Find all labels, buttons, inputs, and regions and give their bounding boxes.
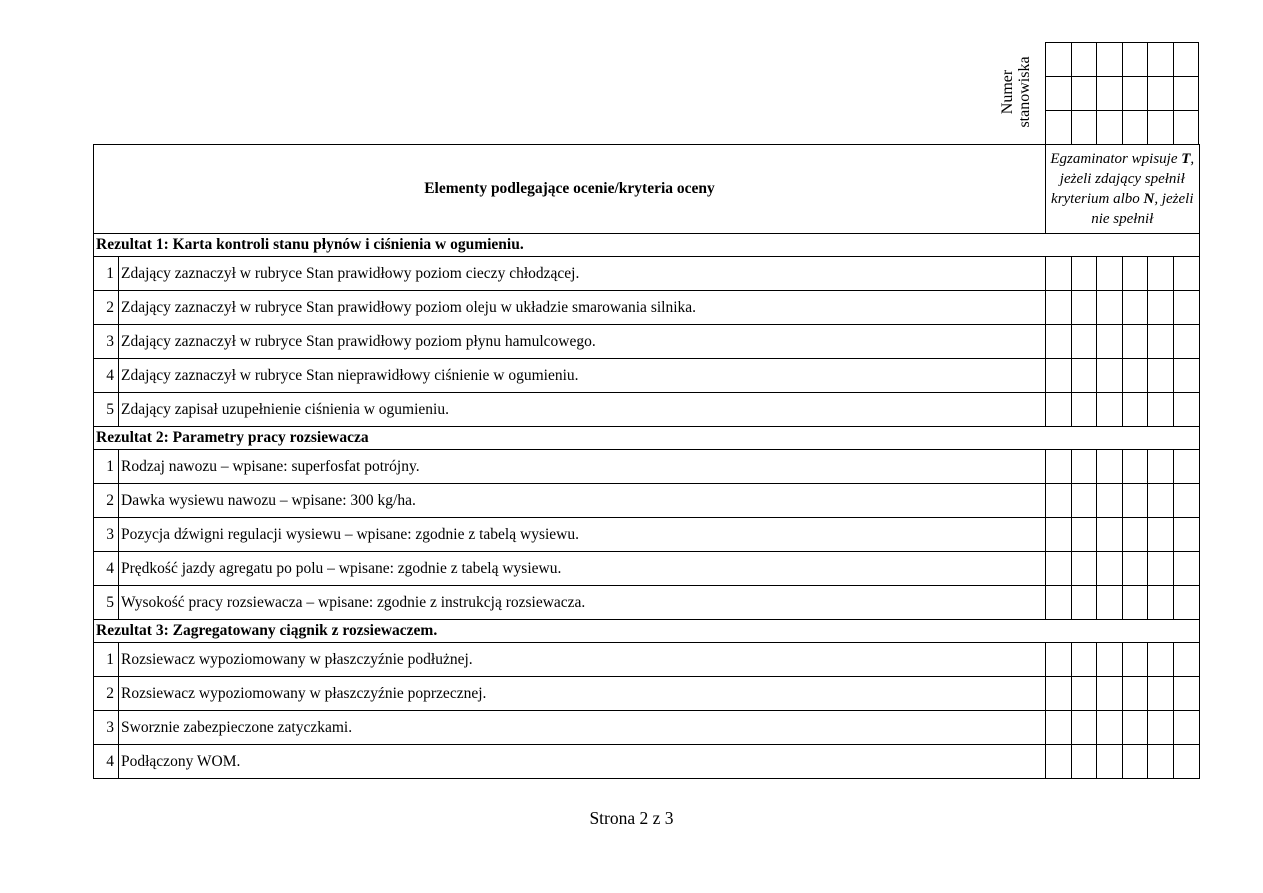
mark-box[interactable] (1122, 711, 1148, 745)
mark-box[interactable] (1097, 450, 1123, 484)
criterion-text: Dawka wysiewu nawozu – wpisane: 300 kg/ha. (119, 484, 1046, 518)
station-digit-box[interactable] (1046, 77, 1072, 111)
station-number-grid (1045, 42, 1199, 145)
mark-box[interactable] (1046, 450, 1072, 484)
mark-box[interactable] (1173, 677, 1199, 711)
criterion-number: 1 (94, 643, 119, 677)
criterion-number: 1 (94, 257, 119, 291)
mark-box[interactable] (1046, 325, 1072, 359)
mark-box[interactable] (1097, 393, 1123, 427)
station-digit-box[interactable] (1122, 43, 1148, 77)
criterion-number: 2 (94, 484, 119, 518)
criterion-text: Wysokość pracy rozsiewacza – wpisane: zgodnie z instrukcją rozsiewacza. (119, 586, 1046, 620)
mark-box[interactable] (1071, 677, 1097, 711)
criterion-row (94, 552, 1200, 586)
mark-box[interactable] (1173, 711, 1199, 745)
criterion-number: 3 (94, 711, 119, 745)
mark-box[interactable] (1173, 586, 1199, 620)
mark-box[interactable] (1122, 677, 1148, 711)
criterion-text: Zdający zaznaczył w rubryce Stan prawidłowy poziom oleju w układzie smarowania silnika. (119, 291, 1046, 325)
mark-box[interactable] (1071, 484, 1097, 518)
station-digit-box[interactable] (1173, 43, 1199, 77)
mark-box[interactable] (1097, 677, 1123, 711)
section-row (94, 234, 1200, 257)
mark-box[interactable] (1148, 450, 1174, 484)
criterion-text: Podłączony WOM. (119, 745, 1046, 779)
mark-box[interactable] (1046, 291, 1072, 325)
station-number-label (994, 44, 1038, 140)
mark-box[interactable] (1097, 484, 1123, 518)
station-digit-box[interactable] (1148, 43, 1174, 77)
mark-box[interactable] (1046, 552, 1072, 586)
table-header-row (94, 145, 1200, 234)
examiner-note-part-2: , jeżeli zdający spełnił kryterium albo (1051, 151, 1195, 207)
mark-box[interactable] (1148, 586, 1174, 620)
mark-box[interactable] (1173, 484, 1199, 518)
mark-box[interactable] (1097, 745, 1123, 779)
mark-box[interactable] (1046, 518, 1072, 552)
station-grid-row (1046, 111, 1199, 145)
page-number: Strona 2 z 3 (589, 808, 674, 828)
station-digit-box[interactable] (1173, 77, 1199, 111)
section-row (94, 427, 1200, 450)
mark-box[interactable] (1173, 643, 1199, 677)
examiner-note-part-N: N (1143, 191, 1155, 207)
criterion-row (94, 359, 1200, 393)
mark-box[interactable] (1071, 257, 1097, 291)
mark-box[interactable] (1097, 291, 1123, 325)
examiner-note-part-T: T (1181, 151, 1191, 167)
examiner-note-part-3: , jeżeli nie spełnił (1091, 191, 1194, 227)
mark-box[interactable] (1046, 484, 1072, 518)
criterion-row (94, 745, 1200, 779)
mark-box[interactable] (1122, 325, 1148, 359)
mark-box[interactable] (1122, 450, 1148, 484)
criteria-header: Elementy podlegające ocenie/kryteria oceny (94, 145, 1046, 234)
mark-box[interactable] (1173, 257, 1199, 291)
mark-box[interactable] (1071, 711, 1097, 745)
mark-box[interactable] (1173, 450, 1199, 484)
station-digit-box[interactable] (1148, 77, 1174, 111)
mark-box[interactable] (1148, 359, 1174, 393)
mark-box[interactable] (1046, 711, 1072, 745)
mark-box[interactable] (1071, 450, 1097, 484)
criterion-row (94, 291, 1200, 325)
criterion-text: Zdający zapisał uzupełnienie ciśnienia w ogumieniu. (119, 393, 1046, 427)
criterion-row (94, 450, 1200, 484)
section-title: Rezultat 1: Karta kontroli stanu płynów i ciśnienia w ogumieniu. (94, 234, 1200, 257)
station-grid-row (1046, 77, 1199, 111)
mark-box[interactable] (1122, 257, 1148, 291)
mark-box[interactable] (1071, 552, 1097, 586)
station-digit-box[interactable] (1122, 111, 1148, 145)
station-grid-row (1046, 43, 1199, 77)
station-digit-box[interactable] (1071, 111, 1097, 145)
criterion-number: 3 (94, 325, 119, 359)
mark-box[interactable] (1122, 291, 1148, 325)
criterion-number: 5 (94, 393, 119, 427)
station-digit-box[interactable] (1173, 111, 1199, 145)
criterion-row (94, 484, 1200, 518)
mark-box[interactable] (1046, 393, 1072, 427)
mark-box[interactable] (1071, 518, 1097, 552)
section-title: Rezultat 3: Zagregatowany ciągnik z rozsiewaczem. (94, 620, 1200, 643)
mark-box[interactable] (1148, 257, 1174, 291)
station-digit-box[interactable] (1097, 43, 1123, 77)
mark-box[interactable] (1122, 393, 1148, 427)
criterion-row (94, 257, 1200, 291)
examiner-note-header (1046, 145, 1200, 234)
criterion-text: Rozsiewacz wypoziomowany w płaszczyźnie poprzecznej. (119, 677, 1046, 711)
criterion-row (94, 393, 1200, 427)
station-digit-box[interactable] (1122, 77, 1148, 111)
criterion-text: Zdający zaznaczył w rubryce Stan prawidłowy poziom cieczy chłodzącej. (119, 257, 1046, 291)
criterion-row (94, 518, 1200, 552)
mark-box[interactable] (1173, 291, 1199, 325)
mark-box[interactable] (1122, 745, 1148, 779)
mark-box[interactable] (1122, 586, 1148, 620)
mark-box[interactable] (1148, 677, 1174, 711)
station-digit-box[interactable] (1071, 43, 1097, 77)
criterion-row (94, 325, 1200, 359)
criterion-number: 3 (94, 518, 119, 552)
station-label-line2: stanowiska (1016, 56, 1033, 128)
mark-box[interactable] (1148, 745, 1174, 779)
criterion-number: 4 (94, 359, 119, 393)
criterion-text: Zdający zaznaczył w rubryce Stan nieprawidłowy ciśnienie w ogumieniu. (119, 359, 1046, 393)
mark-box[interactable] (1148, 518, 1174, 552)
mark-box[interactable] (1071, 393, 1097, 427)
station-digit-box[interactable] (1046, 43, 1072, 77)
criterion-text: Sworznie zabezpieczone zatyczkami. (119, 711, 1046, 745)
mark-box[interactable] (1046, 677, 1072, 711)
mark-box[interactable] (1173, 745, 1199, 779)
mark-box[interactable] (1122, 484, 1148, 518)
station-digit-box[interactable] (1097, 77, 1123, 111)
criterion-number: 2 (94, 677, 119, 711)
section-title: Rezultat 2: Parametry pracy rozsiewacza (94, 427, 1200, 450)
mark-box[interactable] (1046, 586, 1072, 620)
mark-box[interactable] (1071, 291, 1097, 325)
mark-box[interactable] (1173, 393, 1199, 427)
criterion-row (94, 677, 1200, 711)
mark-box[interactable] (1173, 359, 1199, 393)
mark-box[interactable] (1071, 643, 1097, 677)
mark-box[interactable] (1071, 586, 1097, 620)
station-digit-box[interactable] (1071, 77, 1097, 111)
mark-box[interactable] (1071, 359, 1097, 393)
section-row (94, 620, 1200, 643)
mark-box[interactable] (1046, 257, 1072, 291)
criterion-row (94, 643, 1200, 677)
mark-box[interactable] (1097, 325, 1123, 359)
criterion-text: Rozsiewacz wypoziomowany w płaszczyźnie podłużnej. (119, 643, 1046, 677)
mark-box[interactable] (1071, 745, 1097, 779)
criterion-number: 5 (94, 586, 119, 620)
mark-box[interactable] (1097, 257, 1123, 291)
mark-box[interactable] (1148, 393, 1174, 427)
mark-box[interactable] (1148, 325, 1174, 359)
mark-box[interactable] (1097, 359, 1123, 393)
mark-box[interactable] (1173, 552, 1199, 586)
criterion-row (94, 711, 1200, 745)
mark-box[interactable] (1122, 359, 1148, 393)
criterion-row (94, 586, 1200, 620)
mark-box[interactable] (1097, 711, 1123, 745)
station-label-line1: Numer (999, 69, 1016, 115)
assessment-table (93, 144, 1200, 779)
mark-box[interactable] (1148, 552, 1174, 586)
station-digit-box[interactable] (1148, 111, 1174, 145)
mark-box[interactable] (1173, 518, 1199, 552)
criterion-number: 2 (94, 291, 119, 325)
mark-box[interactable] (1173, 325, 1199, 359)
criterion-text: Zdający zaznaczył w rubryce Stan prawidłowy poziom płynu hamulcowego. (119, 325, 1046, 359)
mark-box[interactable] (1148, 643, 1174, 677)
mark-box[interactable] (1097, 586, 1123, 620)
mark-box[interactable] (1046, 359, 1072, 393)
mark-box[interactable] (1122, 552, 1148, 586)
mark-box[interactable] (1097, 518, 1123, 552)
mark-box[interactable] (1122, 518, 1148, 552)
mark-box[interactable] (1148, 484, 1174, 518)
mark-box[interactable] (1097, 552, 1123, 586)
examiner-note-part-1: Egzaminator wpisuje (1050, 151, 1182, 167)
mark-box[interactable] (1148, 711, 1174, 745)
mark-box[interactable] (1046, 745, 1072, 779)
criterion-text: Pozycja dźwigni regulacji wysiewu – wpisane: zgodnie z tabelą wysiewu. (119, 518, 1046, 552)
mark-box[interactable] (1071, 325, 1097, 359)
criterion-text: Prędkość jazdy agregatu po polu – wpisane: zgodnie z tabelą wysiewu. (119, 552, 1046, 586)
criterion-text: Rodzaj nawozu – wpisane: superfosfat potrójny. (119, 450, 1046, 484)
station-digit-box[interactable] (1046, 111, 1072, 145)
mark-box[interactable] (1148, 291, 1174, 325)
station-digit-box[interactable] (1097, 111, 1123, 145)
mark-box[interactable] (1097, 643, 1123, 677)
criterion-number: 1 (94, 450, 119, 484)
criterion-number: 4 (94, 745, 119, 779)
mark-box[interactable] (1122, 643, 1148, 677)
criterion-number: 4 (94, 552, 119, 586)
mark-box[interactable] (1046, 643, 1072, 677)
